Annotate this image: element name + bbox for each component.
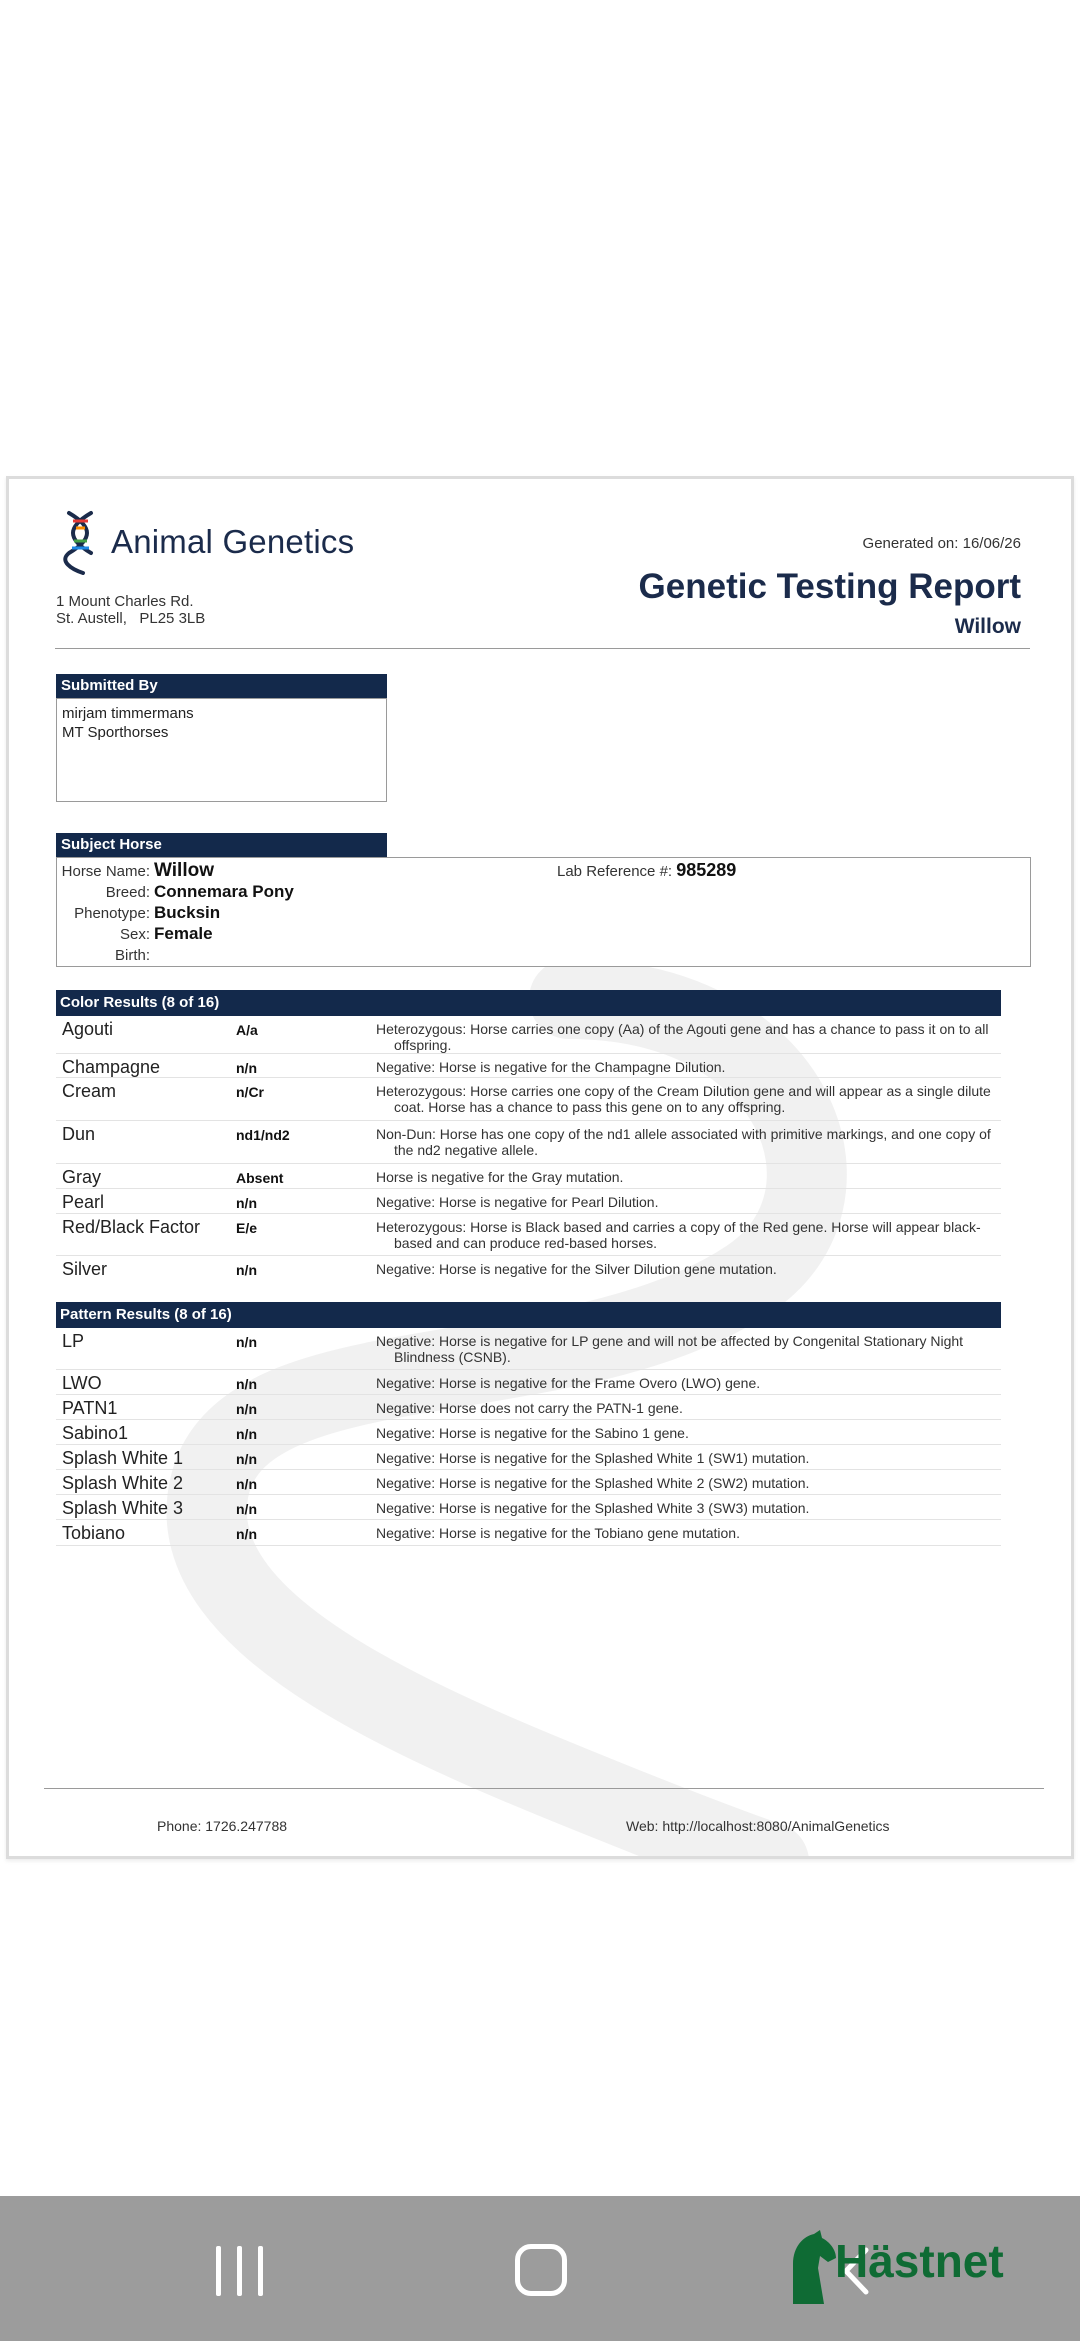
- genotype: n/Cr: [236, 1084, 264, 1100]
- genotype: A/a: [236, 1022, 258, 1038]
- sex-value: Female: [154, 924, 213, 943]
- genotype: Absent: [236, 1170, 284, 1186]
- gene-name: LWO: [62, 1373, 102, 1393]
- result-description: Negative: Horse does not carry the PATN-1 gene.: [376, 1400, 683, 1416]
- result-description: Negative: Horse is negative for the Frame Overo (LWO) gene.: [376, 1375, 761, 1391]
- genotype: n/n: [236, 1476, 257, 1492]
- result-description: Negative: Horse is negative for Pearl Dilution.: [376, 1194, 659, 1210]
- result-description: Negative: Horse is negative for the Champagne Dilution.: [376, 1059, 726, 1075]
- submitted-by-heading: Submitted By: [56, 674, 387, 698]
- phenotype-label: Phenotype:: [74, 905, 150, 922]
- phenotype-field: [57, 903, 220, 923]
- gene-name: Silver: [62, 1259, 108, 1279]
- gene-name: Tobiano: [62, 1523, 126, 1543]
- color-results-table: [56, 1016, 1001, 1282]
- gene-name: Splash White 1: [62, 1448, 184, 1468]
- sex-field: [57, 924, 213, 944]
- footer-phone: Phone: 1726.247788: [157, 1818, 288, 1834]
- table-row: [56, 1470, 1001, 1495]
- gene-name: Gray: [62, 1167, 102, 1187]
- address-line-2: St. Austell, PL25 3LB: [56, 610, 206, 627]
- gene-name: Champagne: [62, 1057, 161, 1077]
- result-description: Non-Dun: Horse has one copy of the nd1 allele associated with primitive markings, and one copy of the nd2 negative allele.: [376, 1126, 991, 1158]
- gene-name: LP: [62, 1331, 85, 1351]
- gene-name: Agouti: [62, 1019, 114, 1039]
- sex-label: Sex:: [119, 926, 150, 943]
- submitter-name: mirjam timmermans: [62, 705, 194, 722]
- lab-reference-field: [557, 860, 736, 881]
- result-description: Negative: Horse is negative for the Sabino 1 gene.: [376, 1425, 689, 1441]
- genotype: n/n: [236, 1262, 257, 1278]
- genotype: n/n: [236, 1426, 257, 1442]
- horse-name-label: Horse Name:: [61, 863, 150, 880]
- color-results-heading: Color Results (8 of 16): [56, 990, 1001, 1016]
- table-row: [56, 1445, 1001, 1470]
- table-row: [56, 1520, 1001, 1546]
- system-navigation-bar: [0, 2196, 1080, 2341]
- genotype: n/n: [236, 1195, 257, 1211]
- breed-value: Connemara Pony: [154, 882, 294, 901]
- gene-name: Splash White 2: [62, 1473, 184, 1493]
- result-description: Negative: Horse is negative for the Silver Dilution gene mutation.: [376, 1261, 777, 1277]
- table-row: [56, 1054, 1001, 1078]
- table-row: [56, 1328, 1001, 1370]
- table-row: [56, 1016, 1001, 1054]
- result-description: Horse is negative for the Gray mutation.: [376, 1169, 624, 1185]
- table-row: [56, 1121, 1001, 1164]
- table-row: [56, 1420, 1001, 1445]
- breed-field: [57, 882, 294, 902]
- footer-web-link[interactable]: Web: http://localhost:8080/AnimalGenetics: [626, 1818, 890, 1834]
- gene-name: PATN1: [62, 1398, 118, 1418]
- genotype: nd1/nd2: [236, 1127, 290, 1143]
- result-description: Negative: Horse is negative for the Tobiano gene mutation.: [376, 1525, 740, 1541]
- result-description: Negative: Horse is negative for the Splashed White 2 (SW2) mutation.: [376, 1475, 810, 1491]
- dna-logo-icon: [61, 509, 101, 575]
- genotype: n/n: [236, 1060, 257, 1076]
- birth-field: [57, 945, 154, 965]
- birth-label: Birth:: [114, 947, 150, 964]
- table-row: [56, 1189, 1001, 1214]
- lab-reference-label: Lab Reference #:: [557, 863, 673, 880]
- report-subject-name: Willow: [954, 615, 1021, 638]
- result-description: Negative: Horse is negative for the Splashed White 3 (SW3) mutation.: [376, 1500, 810, 1516]
- result-description: Negative: Horse is negative for the Splashed White 1 (SW1) mutation.: [376, 1450, 810, 1466]
- result-description: Heterozygous: Horse is Black based and carries a copy of the Red gene. Horse will appear black-based and can produce red-based horses.: [376, 1219, 981, 1251]
- hastnet-watermark-text: Hästnet: [835, 2235, 1004, 2287]
- result-description: Heterozygous: Horse carries one copy (Aa) of the Agouti gene and has a chance to pass it on to all offspring.: [376, 1021, 989, 1053]
- table-row: [56, 1256, 1001, 1282]
- table-row: [56, 1395, 1001, 1420]
- gene-name: Dun: [62, 1124, 96, 1144]
- breed-label: Breed:: [105, 884, 150, 901]
- table-row: [56, 1164, 1001, 1189]
- submitted-by-box: [56, 698, 387, 802]
- genotype: E/e: [236, 1220, 258, 1236]
- genotype: n/n: [236, 1401, 257, 1417]
- address-line-1: 1 Mount Charles Rd.: [56, 593, 194, 610]
- genotype: n/n: [236, 1501, 257, 1517]
- table-row: [56, 1370, 1001, 1395]
- horse-name-value: Willow: [154, 860, 214, 881]
- pattern-results-heading: Pattern Results (8 of 16): [56, 1302, 1001, 1328]
- gene-name: Sabino1: [62, 1423, 129, 1443]
- table-row: [56, 1495, 1001, 1520]
- brand-name: Animal Genetics: [111, 523, 355, 560]
- phenotype-value: Bucksin: [154, 903, 221, 922]
- genotype: n/n: [236, 1376, 257, 1392]
- lab-address: [56, 593, 205, 627]
- genotype: n/n: [236, 1526, 257, 1542]
- gene-name: Cream: [62, 1081, 117, 1101]
- footer-divider: [44, 1788, 1044, 1789]
- home-icon[interactable]: [515, 2244, 567, 2296]
- result-description: Negative: Horse is negative for LP gene and will not be affected by Congenital Stationary Night Blindness (CSNB).: [376, 1333, 964, 1365]
- genotype: n/n: [236, 1451, 257, 1467]
- subject-horse-box: [56, 857, 1031, 967]
- submitter-organization: MT Sporthorses: [62, 724, 169, 741]
- lab-reference-value: 985289: [676, 860, 737, 880]
- gene-name: Red/Black Factor: [62, 1217, 201, 1237]
- recents-icon[interactable]: [214, 2246, 266, 2296]
- generated-date: Generated on: 16/06/26: [862, 535, 1021, 552]
- table-row: [56, 1078, 1001, 1121]
- pattern-results-table: [56, 1328, 1001, 1546]
- table-row: [56, 1214, 1001, 1256]
- gene-name: Splash White 3: [62, 1498, 184, 1518]
- gene-name: Pearl: [62, 1192, 105, 1212]
- header-divider: [55, 648, 1030, 649]
- report-document: [6, 476, 1074, 1859]
- report-title: Genetic Testing Report: [638, 567, 1021, 606]
- horse-name-field: [57, 860, 214, 882]
- result-description: Heterozygous: Horse carries one copy of the Cream Dilution gene and will appear as a single dilute coat. Horse has a chance to pass this gene on to any offspring.: [376, 1083, 991, 1115]
- genotype: n/n: [236, 1334, 257, 1350]
- subject-horse-heading: Subject Horse: [56, 833, 387, 857]
